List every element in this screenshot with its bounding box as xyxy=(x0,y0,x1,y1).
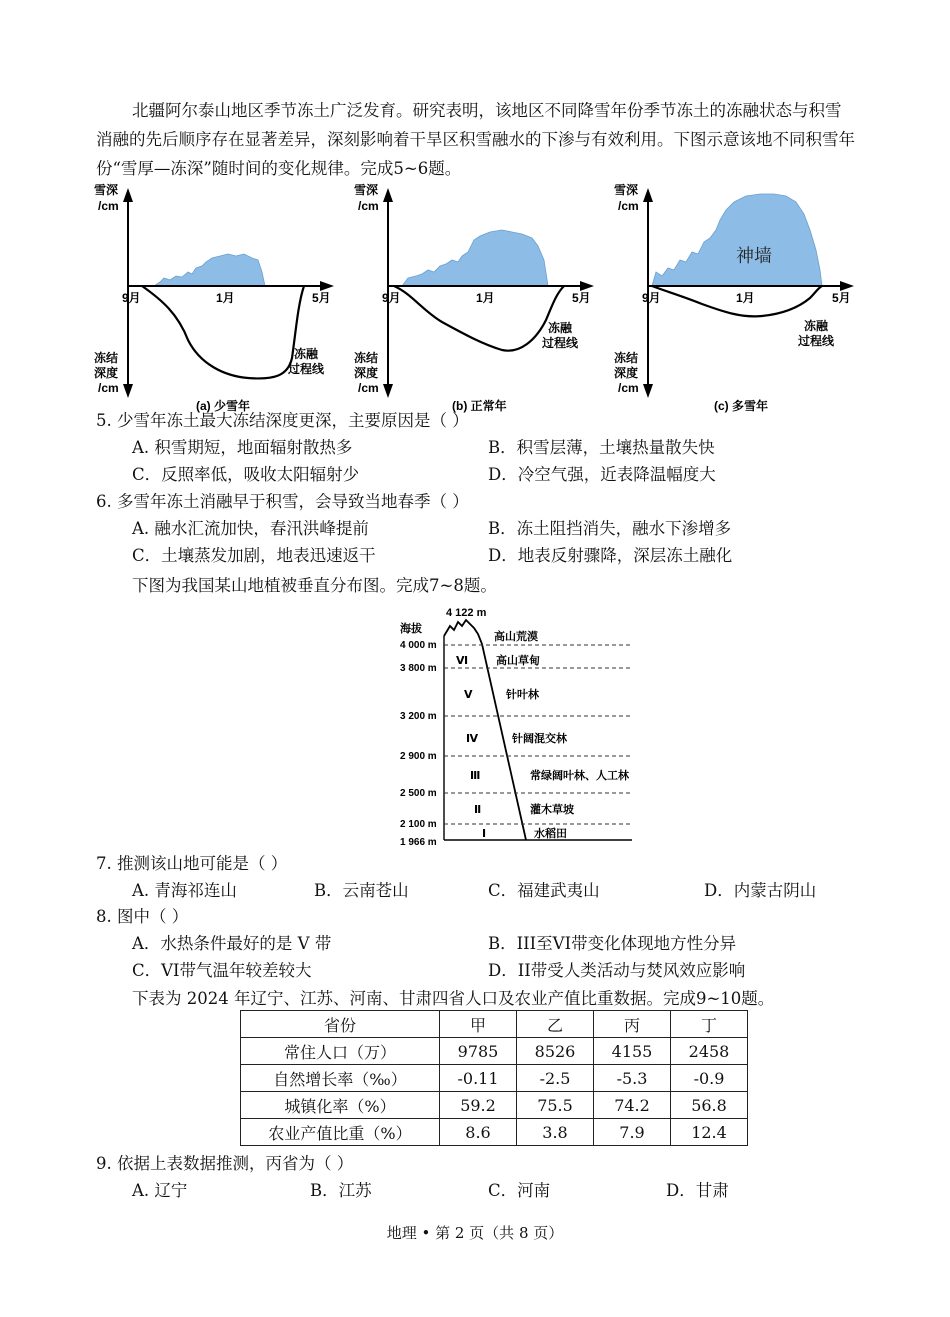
q5-stem: 5. 少雪年冻土最大冻结深度更深，主要原因是（ ） xyxy=(96,411,469,430)
svg-text:冻融: 冻融 xyxy=(804,319,829,333)
q9-option-b[interactable]: B．江苏 xyxy=(310,1181,372,1200)
svg-text:/cm: /cm xyxy=(358,199,379,213)
svg-text:冻融: 冻融 xyxy=(548,321,573,335)
q7-option-b[interactable]: B．云南苍山 xyxy=(314,881,409,900)
y-bottom-label-2: 深度 xyxy=(94,366,119,380)
svg-text:深度: 深度 xyxy=(354,366,379,380)
belt-6-roman: Ⅵ xyxy=(456,655,469,667)
q8-option-d[interactable]: D．II带受人类活动与焚风效应影响 xyxy=(488,961,746,980)
y-bottom-label-1: 冻结 xyxy=(94,351,119,365)
q6-option-d[interactable]: D．地表反射骤降，深层冻土融化 xyxy=(488,546,733,565)
svg-text:3 800 m: 3 800 m xyxy=(400,663,437,674)
province-data-table xyxy=(240,1010,748,1146)
svg-text:1 966 m: 1 966 m xyxy=(400,837,437,848)
q9-option-c[interactable]: C．河南 xyxy=(488,1181,551,1200)
q9-stem: 9. 依据上表数据推测，丙省为（ ） xyxy=(96,1154,354,1173)
y-bottom-label-3: /cm xyxy=(98,381,119,395)
table-lead: 下表为 2024 年辽宁、江苏、河南、甘肃四省人口及农业产值比重数据。完成9~10题。 xyxy=(132,989,775,1008)
q7-stem: 7. 推测该山地可能是（ ） xyxy=(96,854,288,873)
belt-3-roman: Ⅲ xyxy=(470,770,481,782)
x-tick-sep: 9月 xyxy=(122,291,141,305)
svg-text:/cm: /cm xyxy=(618,381,639,395)
caption-a: (a) 少雪年 xyxy=(196,399,251,413)
svg-text:5月: 5月 xyxy=(832,291,851,305)
overlay-text: 神墙 xyxy=(736,246,772,267)
q9-option-d[interactable]: D．甘肃 xyxy=(666,1181,729,1200)
svg-text:雪深: 雪深 xyxy=(354,183,379,197)
q5-option-b[interactable]: B．积雪层薄，土壤热量散失快 xyxy=(488,438,715,457)
table-row: 城镇化率（%） 59.2 75.5 74.2 56.8 xyxy=(241,1092,748,1119)
svg-text:2 100 m: 2 100 m xyxy=(400,819,437,830)
header-cell: 丁 xyxy=(671,1011,748,1038)
svg-text:1月: 1月 xyxy=(736,291,755,305)
svg-text:过程线: 过程线 xyxy=(798,334,835,348)
y-top-label-1: 雪深 xyxy=(94,183,119,197)
header-cell: 乙 xyxy=(517,1011,594,1038)
svg-text:5月: 5月 xyxy=(572,291,591,305)
question-7 xyxy=(96,850,876,877)
belt-5-name: 针叶林 xyxy=(506,689,539,701)
belt-5-roman: Ⅴ xyxy=(464,689,473,701)
intro-paragraph xyxy=(96,96,856,183)
altitude-axis-label: 海拔 xyxy=(400,623,422,635)
q8-option-c[interactable]: C．VI带气温年较差较大 xyxy=(132,961,312,980)
svg-text:9月: 9月 xyxy=(382,291,401,305)
chart-low-snow xyxy=(92,180,342,416)
q7-option-c[interactable]: C．福建武夷山 xyxy=(488,881,600,900)
caption-c: (c) 多雪年 xyxy=(714,399,769,413)
q9-option-a[interactable]: A. 辽宁 xyxy=(132,1181,188,1200)
svg-text:雪深: 雪深 xyxy=(614,183,639,197)
veg-lead: 下图为我国某山地植被垂直分布图。完成7~8题。 xyxy=(132,576,497,595)
q7-option-a[interactable]: A. 青海祁连山 xyxy=(132,881,237,900)
belt-3-name: 常绿阔叶林、人工林 xyxy=(530,770,629,782)
q8-option-b[interactable]: B．III至VI带变化体现地方性分异 xyxy=(488,934,737,953)
summit-label: 4 122 m xyxy=(446,607,487,619)
belt-1-name: 水稻田 xyxy=(534,828,567,840)
svg-text:4 000 m: 4 000 m xyxy=(400,640,437,651)
belt-2-name: 灌木草坡 xyxy=(530,804,574,816)
svg-text:过程线: 过程线 xyxy=(542,336,579,350)
q5-option-c[interactable]: C．反照率低，吸收太阳辐射少 xyxy=(132,465,360,484)
snow-area xyxy=(652,194,822,286)
header-cell: 甲 xyxy=(440,1011,517,1038)
snow-frost-figures xyxy=(92,180,862,416)
y-top-label-2: /cm xyxy=(98,199,119,213)
page-footer: 地理 • 第 2 页（共 8 页） xyxy=(386,1224,564,1242)
melt-label-2: 过程线 xyxy=(288,362,325,376)
q8-stem: 8. 图中（ ） xyxy=(96,907,189,926)
svg-text:3 200 m: 3 200 m xyxy=(400,711,437,722)
svg-text:/cm: /cm xyxy=(358,381,379,395)
q6-option-a[interactable]: A. 融水汇流加快，春汛洪峰提前 xyxy=(132,519,369,538)
question-8 xyxy=(96,903,876,930)
table-row: 农业产值比重（%） 8.6 3.8 7.9 12.4 xyxy=(241,1119,748,1146)
belt-4-name: 针阔混交林 xyxy=(512,733,567,745)
q6-stem: 6. 多雪年冻土消融早于积雪，会导致当地春季（ ） xyxy=(96,492,469,511)
melt-label-1: 冻融 xyxy=(294,347,319,361)
question-5 xyxy=(96,407,876,434)
header-cell: 丙 xyxy=(594,1011,671,1038)
intro-text: 北疆阿尔泰山地区季节冻土广泛发育。研究表明，该地区不同降雪年份季节冻土的冻融状态与积雪消融的先后顺序存在显著差异，深刻影响着干旱区积雪融水的下渗与有效利用。下图示意该地不同积雪年份“雪厚—冻深”随时间的变化规律。完成5~6题。 xyxy=(96,101,855,178)
table-row: 自然增长率（‰） -0.11 -2.5 -5.3 -0.9 xyxy=(241,1065,748,1092)
svg-text:/cm: /cm xyxy=(618,199,639,213)
question-9 xyxy=(96,1150,876,1177)
belt-0-name: 高山荒漠 xyxy=(494,631,538,643)
svg-text:冻结: 冻结 xyxy=(354,351,379,365)
svg-text:1月: 1月 xyxy=(476,291,495,305)
snow-area xyxy=(154,254,265,286)
x-tick-jan: 1月 xyxy=(216,291,235,305)
q8-option-a[interactable]: A．水热条件最好的是 V 带 xyxy=(132,934,332,953)
q6-option-b[interactable]: B．冻土阻挡消失，融水下渗增多 xyxy=(488,519,732,538)
svg-text:9月: 9月 xyxy=(642,291,661,305)
q5-option-d[interactable]: D．冷空气强，近表降温幅度大 xyxy=(488,465,716,484)
belt-1-roman: Ⅰ xyxy=(482,828,487,840)
svg-text:冻结: 冻结 xyxy=(614,351,639,365)
table-header-row xyxy=(241,1011,748,1038)
belt-2-roman: Ⅱ xyxy=(474,804,482,816)
header-cell: 省份 xyxy=(241,1011,440,1038)
svg-text:2 900 m: 2 900 m xyxy=(400,751,437,762)
belt-4-roman: Ⅳ xyxy=(466,733,479,745)
caption-b: (b) 正常年 xyxy=(452,399,507,413)
svg-text:2 500 m: 2 500 m xyxy=(400,788,437,799)
chart-heavy-snow xyxy=(612,180,862,416)
snow-area xyxy=(402,230,548,286)
table-row: 常住人口（万） 9785 8526 4155 2458 xyxy=(241,1038,748,1065)
vegetation-zonation-chart xyxy=(398,604,638,848)
q6-option-c[interactable]: C．土壤蒸发加剧，地表迅速返干 xyxy=(132,546,376,565)
x-tick-may: 5月 xyxy=(312,291,331,305)
q5-option-a[interactable]: A. 积雪期短，地面辐射散热多 xyxy=(132,438,353,457)
q7-option-d[interactable]: D．内蒙古阴山 xyxy=(704,881,817,900)
chart-normal-snow xyxy=(352,180,602,416)
question-6 xyxy=(96,488,876,515)
belt-6-name: 高山草甸 xyxy=(496,655,540,667)
svg-text:深度: 深度 xyxy=(614,366,639,380)
